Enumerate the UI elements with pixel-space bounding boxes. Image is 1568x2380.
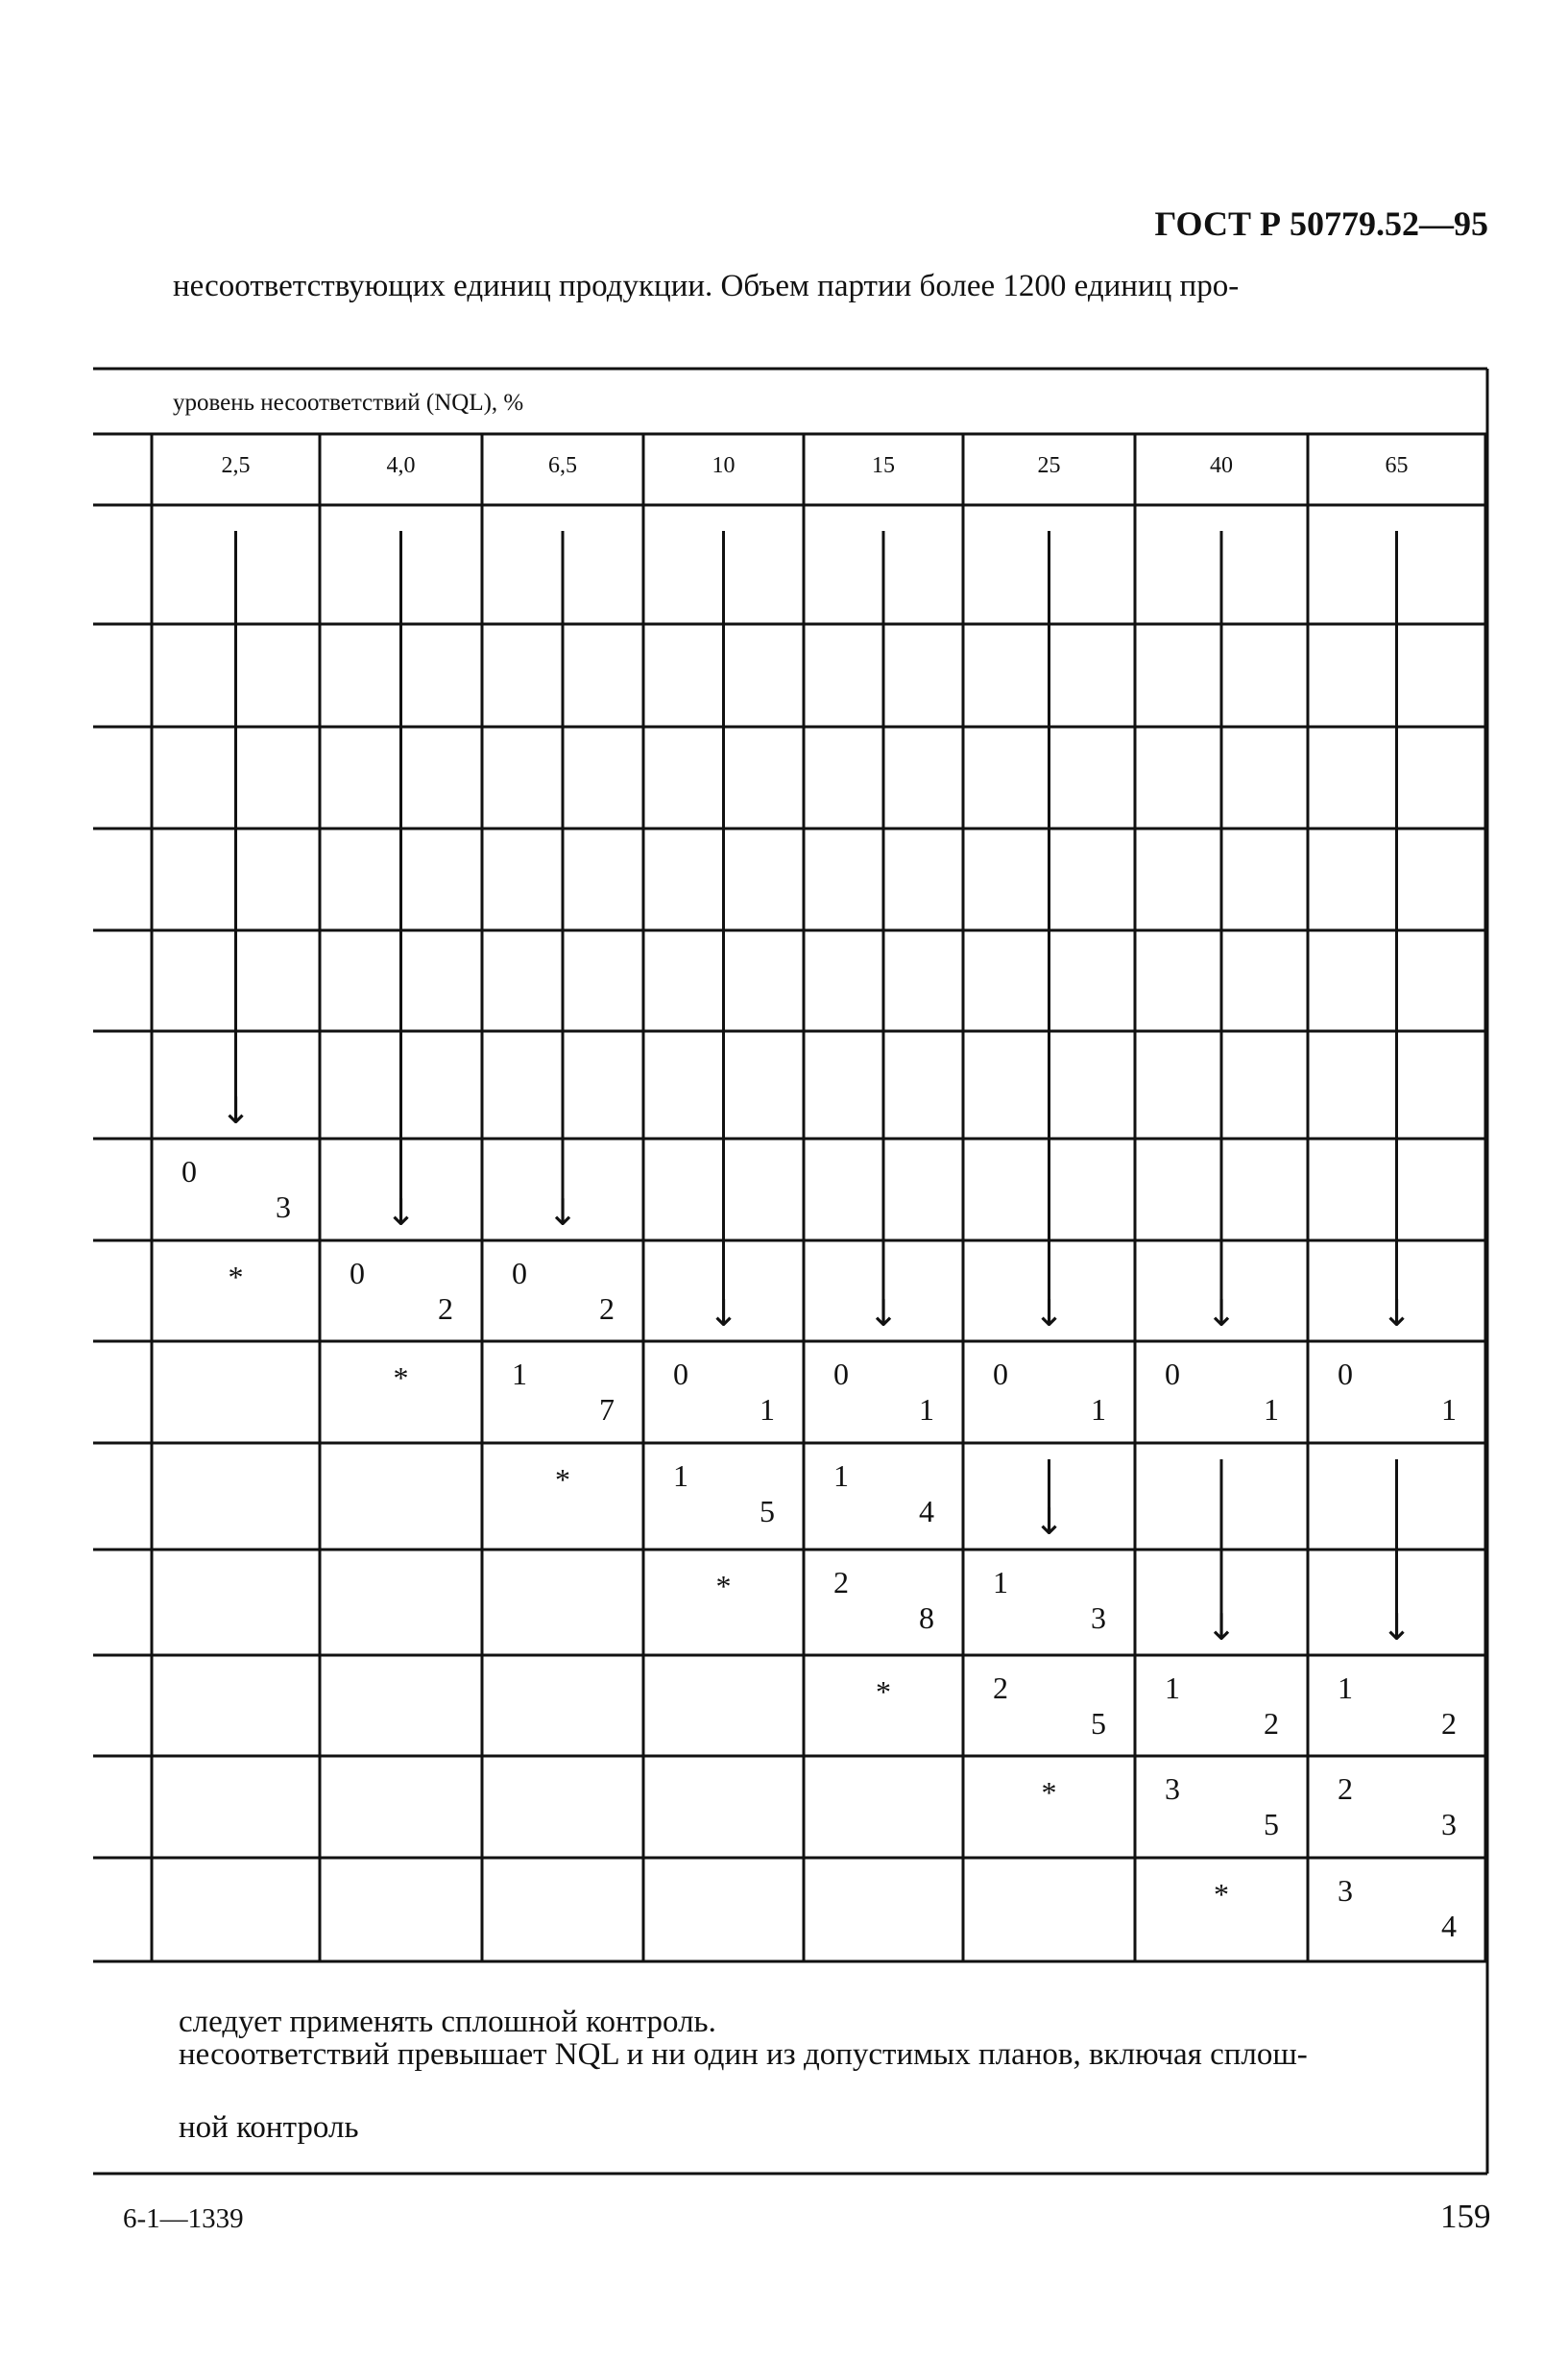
rejection-number: 5 bbox=[760, 1494, 775, 1528]
acceptance-number: 0 bbox=[1165, 1357, 1180, 1391]
rejection-number: 5 bbox=[1091, 1706, 1106, 1741]
star-mark: * bbox=[1214, 1877, 1229, 1911]
star-mark: * bbox=[715, 1569, 732, 1603]
star-mark: * bbox=[555, 1462, 570, 1497]
down-arrow-icon: ↓ bbox=[1206, 1292, 1237, 1334]
down-arrow-icon: ↓ bbox=[1033, 1292, 1065, 1334]
rejection-number: 2 bbox=[599, 1291, 615, 1326]
rejection-number: 1 bbox=[1441, 1392, 1457, 1427]
acceptance-number: 3 bbox=[1338, 1873, 1353, 1908]
rejection-number: 1 bbox=[1264, 1392, 1279, 1427]
acceptance-number: 3 bbox=[1165, 1771, 1180, 1806]
column-header: 4,0 bbox=[386, 453, 416, 478]
rejection-number: 1 bbox=[1091, 1392, 1106, 1427]
star-mark: * bbox=[228, 1260, 244, 1294]
acceptance-number: 0 bbox=[1338, 1357, 1353, 1391]
rejection-number: 3 bbox=[1091, 1600, 1106, 1635]
acceptance-number: 1 bbox=[673, 1458, 688, 1493]
down-arrow-icon: ↓ bbox=[547, 1191, 578, 1234]
acceptance-number: 1 bbox=[1338, 1671, 1353, 1705]
rejection-number: 8 bbox=[919, 1600, 934, 1635]
acceptance-number: 0 bbox=[993, 1357, 1008, 1391]
down-arrow-icon: ↓ bbox=[868, 1292, 899, 1334]
acceptance-number: 1 bbox=[993, 1565, 1008, 1599]
rejection-number: 3 bbox=[276, 1190, 291, 1224]
column-header: 40 bbox=[1210, 453, 1233, 478]
acceptance-number: 0 bbox=[833, 1357, 849, 1391]
rejection-number: 1 bbox=[919, 1392, 934, 1427]
column-header: 65 bbox=[1385, 453, 1409, 478]
rejection-number: 2 bbox=[1441, 1706, 1457, 1741]
intro-text: несоответствующих единиц продукции. Объем партии более 1200 единиц про- bbox=[173, 269, 1240, 303]
rejection-number: 5 bbox=[1264, 1807, 1279, 1841]
rejection-number: 4 bbox=[1441, 1909, 1457, 1943]
rejection-number: 1 bbox=[760, 1392, 775, 1427]
acceptance-number: 0 bbox=[673, 1357, 688, 1391]
down-arrow-icon: ↓ bbox=[385, 1191, 417, 1234]
down-arrow-icon: ↓ bbox=[1381, 1606, 1412, 1648]
acceptance-number: 2 bbox=[833, 1565, 849, 1599]
star-mark: * bbox=[393, 1360, 409, 1395]
note-line-2: несоответствий превышает NQL и ни один из допустимых планов, включая сплош- bbox=[179, 2037, 1308, 2072]
acceptance-number: 1 bbox=[512, 1357, 527, 1391]
column-header: 15 bbox=[872, 453, 895, 478]
column-header: 10 bbox=[712, 453, 736, 478]
column-header: 6,5 bbox=[548, 453, 577, 478]
page-number: 159 bbox=[1440, 2198, 1491, 2235]
rejection-number: 2 bbox=[1264, 1706, 1279, 1741]
star-mark: * bbox=[876, 1674, 891, 1709]
down-arrow-icon: ↓ bbox=[708, 1292, 739, 1334]
document-code: ГОСТ Р 50779.52—95 bbox=[1154, 204, 1488, 243]
note-line-1: следует применять сплошной контроль. bbox=[179, 2005, 716, 2039]
acceptance-number: 0 bbox=[350, 1256, 365, 1290]
level-header: уровень несоответствий (NQL), % bbox=[173, 390, 524, 416]
down-arrow-icon: ↓ bbox=[220, 1090, 252, 1132]
acceptance-number: 0 bbox=[512, 1256, 527, 1290]
acceptance-number: 1 bbox=[833, 1458, 849, 1493]
rejection-number: 3 bbox=[1441, 1807, 1457, 1841]
acceptance-number: 2 bbox=[993, 1671, 1008, 1705]
down-arrow-icon: ↓ bbox=[1206, 1606, 1237, 1648]
column-header: 25 bbox=[1037, 453, 1061, 478]
column-header: 2,5 bbox=[221, 453, 251, 478]
down-arrow-icon: ↓ bbox=[1033, 1501, 1065, 1543]
down-arrow-icon: ↓ bbox=[1381, 1292, 1412, 1334]
rejection-number: 2 bbox=[438, 1291, 453, 1326]
footer-code: 6-1—1339 bbox=[123, 2203, 244, 2234]
rejection-number: 7 bbox=[599, 1392, 615, 1427]
rejection-number: 4 bbox=[919, 1494, 934, 1528]
acceptance-number: 2 bbox=[1338, 1771, 1353, 1806]
acceptance-number: 1 bbox=[1165, 1671, 1180, 1705]
acceptance-number: 0 bbox=[181, 1154, 197, 1189]
star-mark: * bbox=[1041, 1775, 1057, 1810]
note-line-3: ной контроль bbox=[179, 2110, 359, 2145]
